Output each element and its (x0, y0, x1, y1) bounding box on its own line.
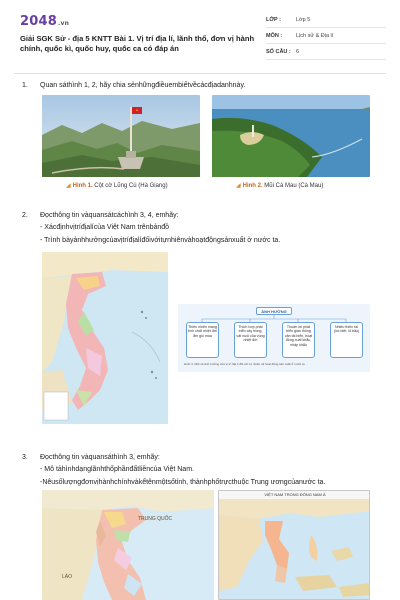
document-header (14, 12, 386, 70)
triangle-icon: ◢ (236, 183, 241, 189)
influence-diagram (178, 304, 370, 372)
meta-row-subject: MÔN : Lịch sử & Địa lí (266, 28, 386, 44)
question-1-text: Quan sáthình 1, 2, hãy chia sẻnhữngđiềuembiếtvềcácđịadanhnày. (40, 82, 246, 89)
question-3-bullet-1: - Mô tảhìnhdạnglãnhthổphầnđấtliềncủa Việt Nam. (40, 466, 194, 473)
meta-table (266, 12, 386, 60)
photo-ca-mau-cape (212, 95, 370, 177)
question-3-bullet-2: -Nêusốlượngđơnvịhànhchínhvàkểtênmộtsốtỉnh, thànhphốtrựcthuộc Trung ươngcủanước ta. (40, 479, 326, 486)
site-logo[interactable]: 2048.vn (20, 14, 70, 29)
question-2-bullet-1: - Xácđịnhvịtríđịalícủa Việt Nam trênbảnđồ (40, 224, 170, 231)
diagram-title: ẢNH HƯỞNG (256, 307, 292, 315)
document-title: Giải SGK Sử - địa 5 KNTT Bài 1. Vị trí địa lí, lãnh thổ, đơn vị hành chính, quốc kì, quốc huy, quốc ca có đáp án (20, 34, 255, 53)
diagram-box-2: Thích hợp phát triển cây trồng, vật nuôi của vùng nhiệt đới (234, 322, 267, 358)
question-2-text: Đọcthông tin vàquansátcáchình 3, 4, emhãy: (40, 212, 179, 219)
meta-row-count: SỐ CÂU : 6 (266, 44, 386, 60)
question-3-text: Đọcthông tin vàquansáthình 3, emhãy: (40, 454, 160, 461)
question-2-number: 2. (22, 212, 28, 219)
diagram-box-4: Nhiều thiên tai (lốc biệt, lũ bão) (330, 322, 363, 358)
map-vietnam-administrative (42, 252, 168, 424)
question-1-number: 1. (22, 82, 28, 89)
triangle-icon: ◢ (66, 183, 71, 189)
diagram-box-3: Thuận lợi phát triển giao thông vận tải biển, hoạt động xuất khẩu, nhập khẩu (282, 322, 315, 358)
map-label-laos: LÀO (62, 574, 73, 580)
photo-lung-cu-flagpole (42, 95, 200, 177)
map-inset-title: VIỆT NAM TRONG ĐÔNG NAM Á (219, 491, 370, 499)
question-3-number: 3. (22, 454, 28, 461)
map-vietnam-southeast-asia (218, 490, 370, 600)
map-label-china: TRUNG QUỐC (138, 516, 173, 522)
meta-row-class: LỚP : Lớp 5 (266, 12, 386, 28)
diagram-caption: Hình 4. Một số ảnh hưởng của vị trí địa lí đối với tự nhiên và hoạt động sản xuất ở nước ta (184, 362, 305, 366)
figure-1-caption: ◢ Hình 1. Cột cờ Lũng Cú (Hà Giang) (66, 183, 168, 189)
diagram-box-1: Thiên nhiên mang tính chất nhiệt đới ẩm gió mùa (186, 322, 219, 358)
map-vietnam-provinces (42, 490, 214, 600)
figure-2-caption: ◢ Hình 2. Mũi Cà Mau (Cà Mau) (236, 183, 324, 189)
header-divider (14, 73, 386, 74)
question-2-bullet-2: - Trình bàyảnhhưởngcủavịtríđịalíđốivớitựnhiênvàhoạtđộngsảnxuất ở nước ta. (40, 237, 281, 244)
